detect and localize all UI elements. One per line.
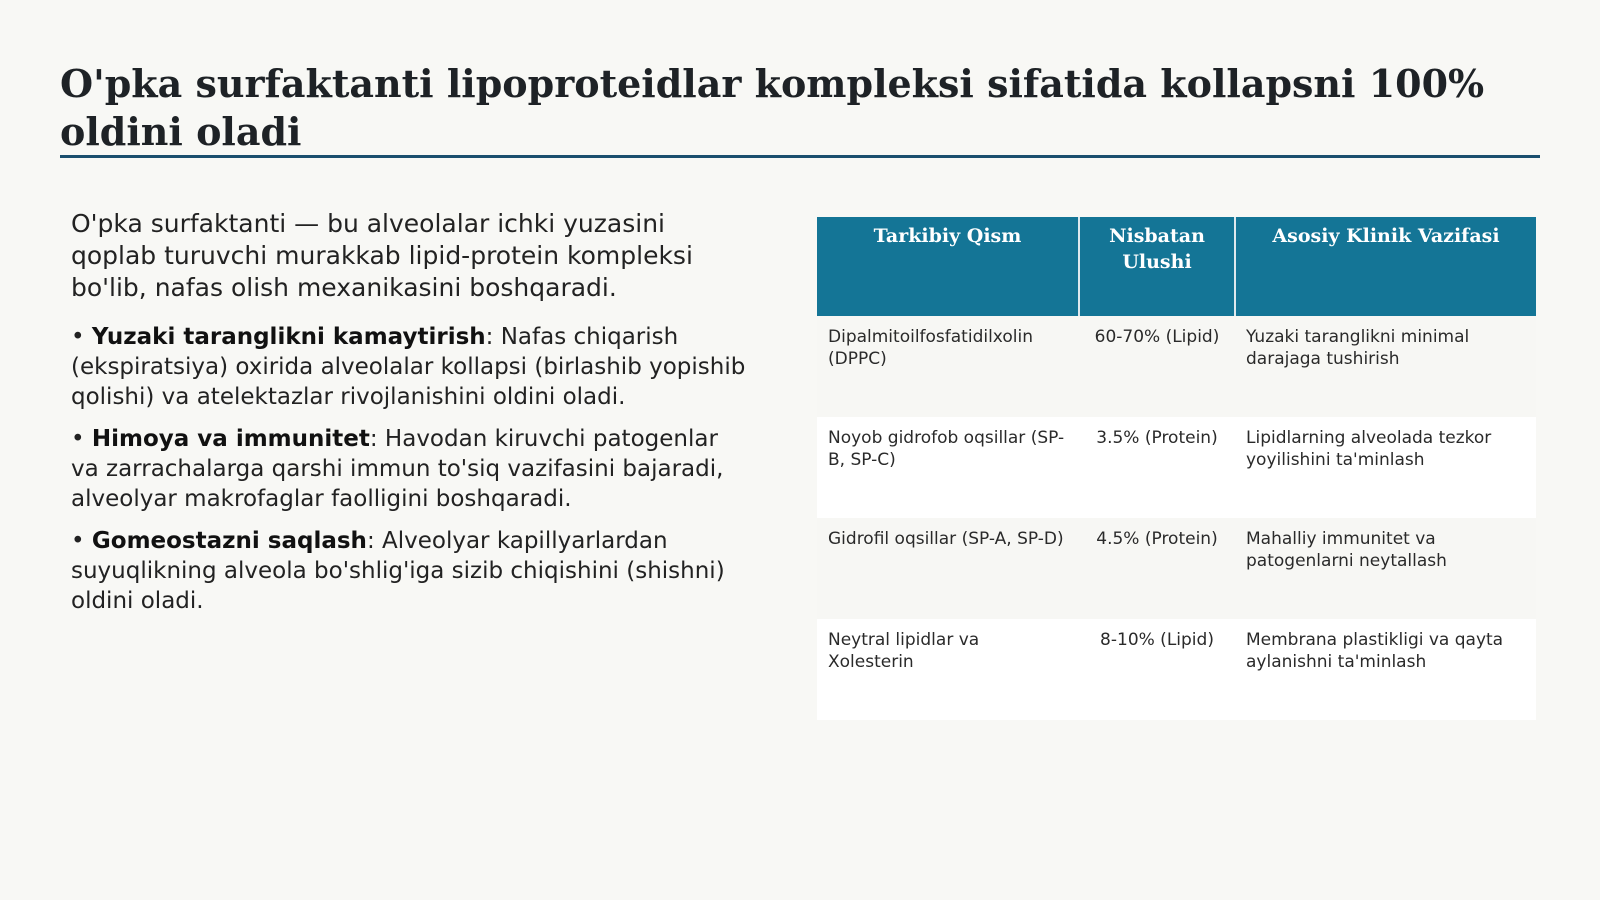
table-cell: Yuzaki taranglikni minimal darajaga tushirish: [1235, 316, 1536, 417]
column-header: Tarkibiy Qism: [817, 217, 1079, 316]
bullet-item: [71, 322, 751, 412]
components-table: [817, 217, 1536, 720]
table-row: [817, 518, 1536, 619]
table-row: [817, 316, 1536, 417]
table-cell: Mahalliy immunitet va patogenlarni neytallash: [1235, 518, 1536, 619]
page-title: O'pka surfaktanti lipoproteidlar kompleksi sifatida kollapsni 100% oldini oladi: [60, 61, 1485, 154]
intro-paragraph: O'pka surfaktanti — bu alveolalar ichki yuzasini qoplab turuvchi murakkab lipid-protein kompleksi bo'lib, nafas olish mexanikasini boshqaradi.: [71, 209, 693, 302]
bullet-text: : Nafas chiqarish (ekspiratsiya) oxirida alveolalar kollapsi (birlashib yopishib qolishi) va atelektazlar rivojlanishini oldini oladi.: [71, 324, 746, 410]
bullet-item: [71, 526, 751, 616]
table-cell: Noyob gidrofob oqsillar (SP-B, SP-C): [817, 417, 1079, 518]
bullet-text: : Alveolyar kapillyarlardan suyuqlikning alveola bo'shlig'iga sizib chiqishini (shishni) oldini oladi.: [71, 528, 725, 614]
content-column: [71, 208, 751, 628]
bullet-marker: •: [71, 528, 92, 554]
table-cell: 4.5% (Protein): [1079, 518, 1235, 619]
table-cell: 3.5% (Protein): [1079, 417, 1235, 518]
table-header-row: [817, 217, 1536, 316]
table-cell: Gidrofil oqsillar (SP-A, SP-D): [817, 518, 1079, 619]
column-header: Nisbatan Ulushi: [1079, 217, 1235, 316]
table-row: [817, 417, 1536, 518]
table-cell: Lipidlarning alveolada tezkor yoyilishini ta'minlash: [1235, 417, 1536, 518]
column-header: Asosiy Klinik Vazifasi: [1235, 217, 1536, 316]
table-cell: Dipalmitoilfosfatidilxolin (DPPC): [817, 316, 1079, 417]
table-cell: Neytral lipidlar va Xolesterin: [817, 619, 1079, 720]
bullet-heading: Gomeostazni saqlash: [91, 528, 367, 554]
title-divider: [60, 155, 1540, 158]
bullet-heading: Himoya va immunitet: [91, 426, 370, 452]
table-row: [817, 619, 1536, 720]
bullet-text: : Havodan kiruvchi patogenlar va zarrachalarga qarshi immun to'siq vazifasini bajaradi, alveolyar makrofaglar faolligini boshqaradi.: [71, 426, 724, 512]
bullet-item: [71, 424, 751, 514]
bullet-marker: •: [71, 426, 92, 452]
bullet-marker: •: [71, 324, 92, 350]
bullet-heading: Yuzaki taranglikni kamaytirish: [91, 324, 486, 350]
table-cell: Membrana plastikligi va qayta aylanishni ta'minlash: [1235, 619, 1536, 720]
table-cell: 60-70% (Lipid): [1079, 316, 1235, 417]
table-cell: 8-10% (Lipid): [1079, 619, 1235, 720]
